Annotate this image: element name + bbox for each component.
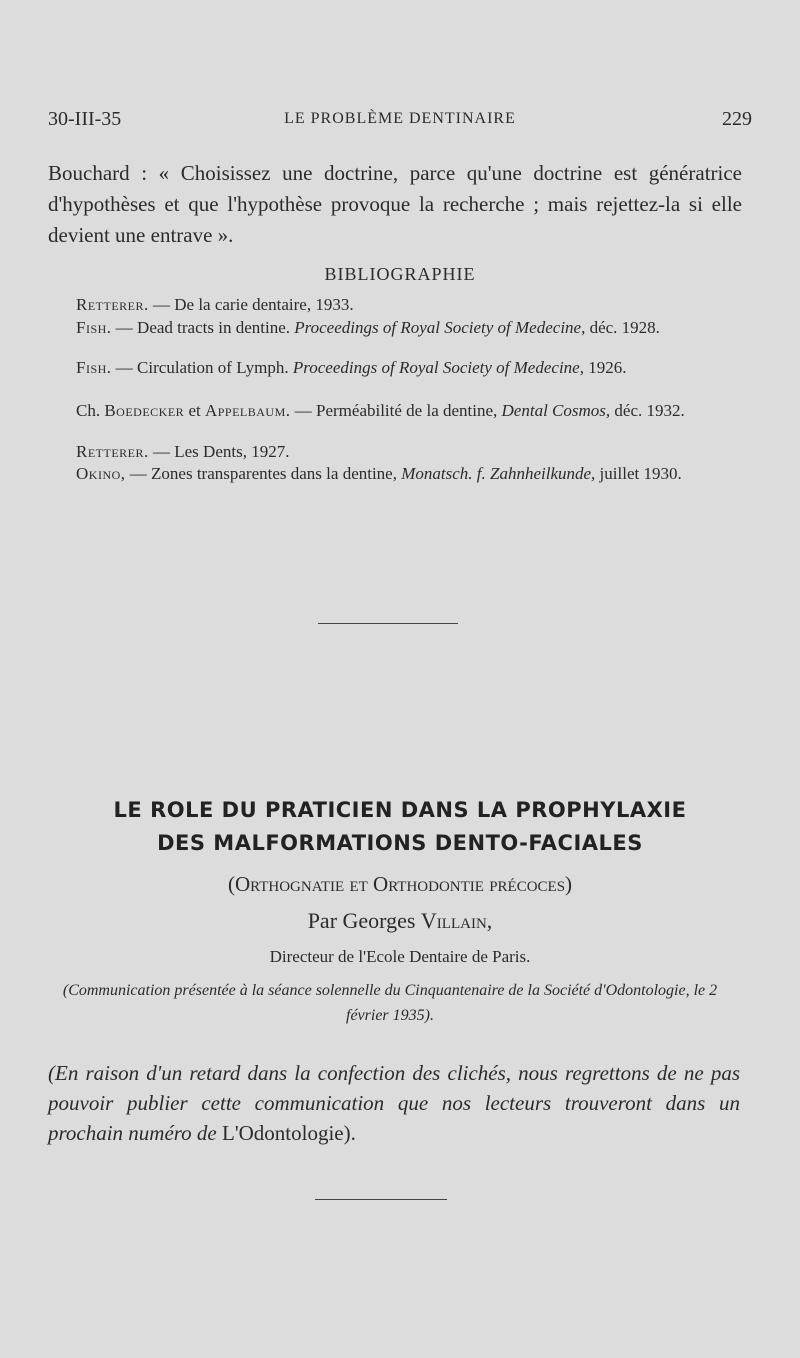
end-divider [315,1199,447,1200]
bib-date: 1926. [583,358,627,377]
bib-text: — Perméabilité de la dentine, [290,401,502,420]
note-end: ). [343,1121,356,1145]
page-number: 229 [722,108,752,130]
article-author [0,908,800,934]
bib-journal: Dental Cosmos, [501,401,611,420]
bib-journal: Proceedings of Royal Society of Medecine, [292,358,584,377]
journal-name: L'Odontologie [222,1121,344,1145]
bouchard-quote: Bouchard : « Choisissez une doctrine, parce qu'une doctrine est génératrice d'hypothèses et que l'hypothèse provoque la recherche ; mais rejettez-la si elle devient une entrave ». [48,161,742,247]
article-title-line-2: DES MALFORMATIONS DENTO-FACIALES [157,831,643,855]
bibliography-heading: BIBLIOGRAPHIE [324,264,476,284]
bib-date: juillet 1930. [595,464,682,483]
bib-text: — Les Dents, 1927. [148,442,290,461]
bib-author: Retterer. [76,442,149,461]
bib-text: — Dead tracts in dentine. [111,318,295,337]
bib-author: Retterer. [76,295,149,314]
bib-author: Fish. [76,358,112,377]
bib-journal: Proceedings of Royal Society of Medecine, [294,318,586,337]
section-divider [318,623,458,624]
bib-conjunction: et [184,401,205,420]
note-text: (En raison d'un retard dans la confection des clichés, nous regrettons de ne pas pouvoir publier cette communication que nos lecteurs trouveront dans un prochain numéro de [48,1061,740,1145]
bib-text: — Circulation of Lymph. [111,358,293,377]
header-date: 30-III-35 [48,108,122,130]
bib-author: Okino, [76,464,126,483]
bib-journal: Monatsch. f. Zahnheilkunde, [401,464,596,483]
article-subtitle: (Orthognatie et Orthodontie précoces) [227,872,573,896]
bib-author: Boedecker [104,401,185,420]
bib-author: Fish. [76,318,112,337]
bib-entry-5 [48,441,740,463]
author-prefix: Par Georges [307,908,421,933]
bib-entry-4 [48,400,740,422]
running-header [48,108,752,138]
bib-entry-3 [48,357,740,379]
author-affiliation: Directeur de l'Ecole Dentaire de Paris. [269,947,531,966]
header-title: LE PROBLÈME DENTINAIRE [284,110,516,127]
editorial-note [48,1058,740,1148]
author-name: Villain, [420,908,493,933]
bib-date: déc. 1928. [585,318,660,337]
bib-text: — De la carie dentaire, 1933. [148,295,354,314]
bib-date: déc. 1932. [610,401,685,420]
bib-entry-2 [48,317,740,339]
bib-entry-6 [48,463,740,485]
bib-author-2: Appelbaum. [204,401,291,420]
bib-prefix: Ch. [76,401,105,420]
communication-note: (Communication présentée à la séance solennelle du Cinquantenaire de la Société d'Odontologie, le 2 février 1935). [62,982,718,1024]
bib-text: — Zones transparentes dans la dentine, [125,464,402,483]
article-title-line-1: LE ROLE DU PRATICIEN DANS LA PROPHYLAXIE [113,798,687,822]
bib-entry-1 [48,294,740,316]
